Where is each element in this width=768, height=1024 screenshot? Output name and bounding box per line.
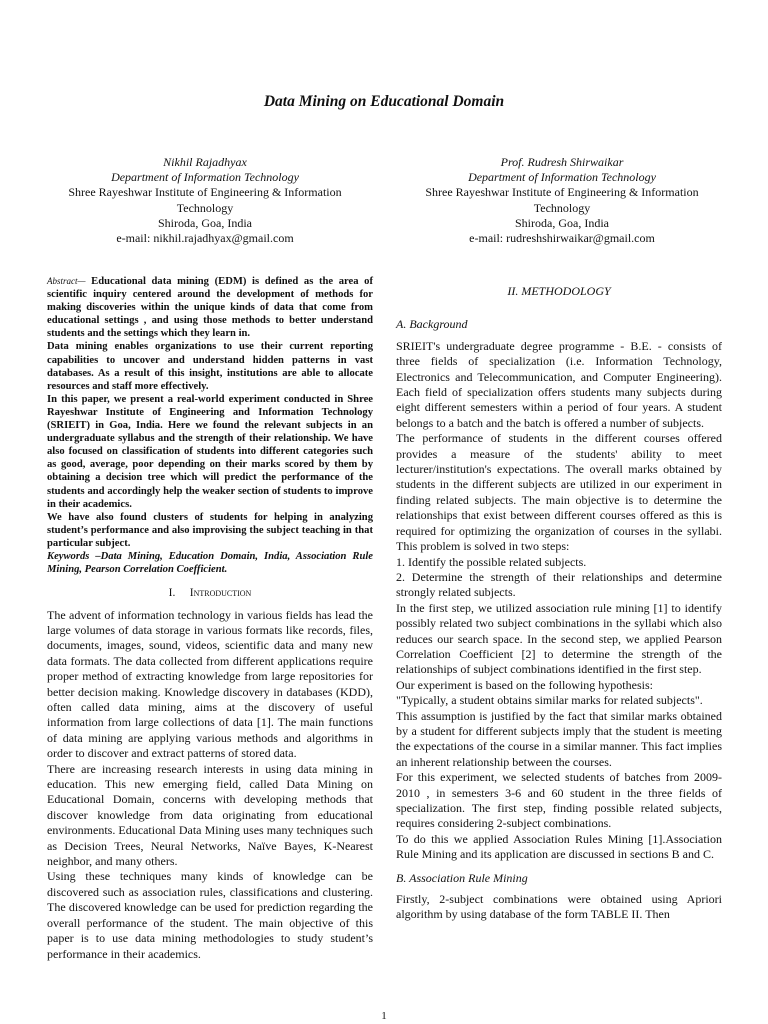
abstract-paragraph-3: In this paper, we present a real-world experiment conducted in Shree Rayeshwar Institute of Engineering and Information Technology (SRIEIT) in Goa, India. Here we found the relevant subjects in an undergraduate syllabus and the strength of their relationship. We have also focused on classification of students into different categories such as good, average, poor depending on their marks scored by them by obtaining a decision tree which will predict the performance of the students and accordingly help the weaker section of students to improve in their academics.: [47, 393, 373, 510]
abstract-label: Abstract—: [47, 276, 86, 286]
author-location: Shiroda, Goa, India: [515, 215, 609, 230]
hypothesis-quote: "Typically, a student obtains similar marks for related subjects".: [396, 693, 703, 708]
methodology-paragraph-7: For this experiment, we selected students of batches from 2009-2010 , in semesters 3-6 and 60 student in the three fields of specialization. The first step, finding possible related subjects, requires considering 2-subject combinations.: [396, 770, 722, 831]
methodology-paragraph-8: To do this we applied Association Rules Mining [1].Association Rule Mining and its application are discussed in sections B and C.: [396, 831, 722, 862]
methodology-paragraph-3: In the first step, we utilized association rule mining [1] to identify possibly related two subject combinations in the syllabi which also reduces our search space. In the second step, we applied Pearson Correlation Coefficient [2] to determine the strength of the relationships of subject combinations identified in the first step.: [396, 600, 722, 677]
methodology-step-1: 1. Identify the possible related subjects.: [396, 554, 587, 569]
paper-title: Data Mining on Educational Domain: [263, 93, 505, 110]
abstract-paragraph-2: Data mining enables organizations to use their current reporting capabilities to uncover and understand hidden patterns in vast databases. As a result of this insight, institutions are able to allocate resources and staff more effectively.: [47, 341, 373, 392]
methodology-paragraph-1: SRIEIT's undergraduate degree programme - B.E. - consists of three fields of specialization (i.e. Information Technology, Electronics and Telecommunication, and Computer Engineering). Each field of specialization offers students many subjects during eight different semesters within a period of four years. A student belongs to a batch and the batch is offered a number of subjects.: [396, 338, 722, 430]
author-institute-cont: Technology: [176, 200, 234, 215]
abstract-text: Educational data mining (EDM) is defined as the area of scientific inquiry centered around the development of methods for making discoveries within the unique kinds of data that come from educational settings , and using those methods to better understand students and the settings which they learn in.: [47, 276, 373, 340]
author-block-2: [397, 155, 727, 246]
author-institute: Shree Rayeshwar Institute of Engineering & Information: [425, 185, 699, 200]
section-heading-methodology: II. METHODOLOGY: [507, 284, 611, 298]
subsection-heading-background: A. Background: [396, 317, 468, 332]
section-number: I.: [168, 587, 176, 600]
author-department: Department of Information Technology: [111, 170, 299, 185]
keywords: Keywords –Data Mining, Education Domain, India, Association Rule Mining, Pearson Correlation Coefficient.: [47, 550, 373, 576]
author-name: Nikhil Rajadhyax: [163, 155, 247, 169]
methodology-paragraph-4: Our experiment is based on the following hypothesis:: [396, 677, 653, 692]
page-number: 1: [381, 1010, 387, 1022]
author-name: Prof. Rudresh Shirwaikar: [500, 155, 624, 169]
intro-paragraph-2: There are increasing research interests in using data mining in education. This new emerging field, called Data Mining on Educational Domain, concerns with developing methods that discover knowledge from data originating from educational environments. Educational Data Mining uses many techniques such as Decision Trees, Neural Networks, Naïve Bayes, K-Nearest neighbor, and many others.: [47, 761, 373, 869]
methodology-step-2: 2. Determine the strength of their relationships and determine strongly related subjects.: [396, 569, 722, 600]
abstract-paragraph: [47, 275, 373, 340]
right-column: [396, 284, 722, 923]
section-heading-introduction: [47, 586, 373, 601]
intro-paragraph-1: The advent of information technology in various fields has lead the large volumes of data storage in various formats like records, files, documents, images, sound, videos, scientific data and many new data formats. The data collected from different applications require proper method of extracting knowledge from large repositories for better decision making. Knowledge discovery in databases (KDD), often called data mining, aims at the discovery of useful information from large collections of data [1]. The main functions of data mining are applying various methods and algorithms in order to discover and extract patterns of stored data.: [47, 607, 373, 761]
author-email: e-mail: rudreshshirwaikar@gmail.com: [469, 231, 655, 246]
author-block-1: [40, 155, 370, 246]
intro-paragraph-3: Using these techniques many kinds of knowledge can be discovered such as association rules, classifications and clustering. The discovered knowledge can be used for prediction regarding the overall performance of the student. The main objective of this paper is to use data mining methodologies to study student’s performance in their academics.: [47, 869, 373, 961]
methodology-paragraph-6: This assumption is justified by the fact that similar marks obtained by a student for different subjects imply that the student is meeting the expectations of the course in a similar manner. This fact implies an inherent relationship between the courses.: [396, 708, 722, 769]
author-email: e-mail: nikhil.rajadhyax@gmail.com: [116, 231, 294, 246]
left-column: [47, 275, 373, 962]
subsection-heading-association: B. Association Rule Mining: [396, 870, 528, 885]
author-location: Shiroda, Goa, India: [158, 215, 252, 230]
section-title: Introduction: [189, 587, 252, 600]
abstract-paragraph-4: We have also found clusters of students for helping in analyzing student’s performance and also improvising the subject teaching in that particular subject.: [47, 511, 373, 549]
author-institute-cont: Technology: [533, 200, 591, 215]
author-department: Department of Information Technology: [468, 170, 656, 185]
methodology-paragraph-9: Firstly, 2-subject combinations were obtained using Apriori algorithm by using database of the form TABLE II. Then: [396, 892, 722, 922]
author-institute: Shree Rayeshwar Institute of Engineering & Information: [68, 185, 342, 200]
methodology-paragraph-2: The performance of students in the different courses offered provides a measure of the students' ability to meet lecturer/institution's expectations. The overall marks obtained by students in the different subjects are utilized in our experiment in finding related subjects. The main objective is to determine the relationships that exist between different courses offered as this is required for optimizing the organization of courses in the syllabi. This problem is solved in two steps:: [396, 431, 722, 554]
